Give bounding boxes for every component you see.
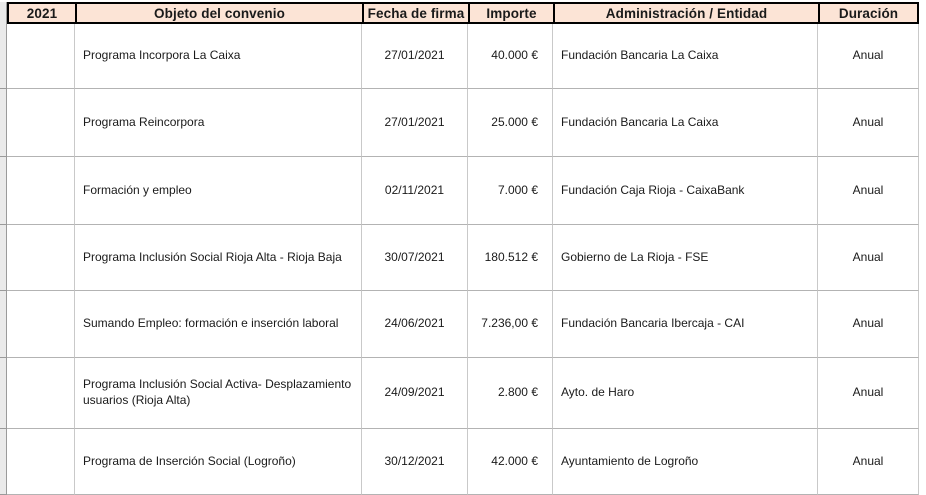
cell-fecha[interactable]: 24/09/2021 [362,358,468,429]
cell-entidad[interactable]: Fundación Caja Rioja - CaixaBank [553,157,818,225]
table-row [0,24,919,89]
table-row [0,358,919,429]
cell-year-spacer[interactable] [7,89,75,157]
header-row [0,2,919,24]
table-row [0,89,919,157]
cell-duracion[interactable]: Anual [818,429,919,495]
cell-fecha[interactable]: 30/07/2021 [362,225,468,291]
cell-objeto[interactable]: Programa Reincorpora [75,89,362,157]
table-row [0,429,919,495]
cell-entidad[interactable]: Fundación Bancaria Ibercaja - CAI [553,291,818,358]
cell-year-spacer[interactable] [7,358,75,429]
cell-year-spacer[interactable] [7,291,75,358]
cell-objeto[interactable]: Programa de Inserción Social (Logroño) [75,429,362,495]
cell-fecha[interactable]: 27/01/2021 [362,24,468,89]
cell-importe[interactable]: 7.000 € [468,157,553,225]
table-row [0,291,919,358]
column-header-objeto[interactable]: Objeto del convenio [75,2,362,24]
cell-importe[interactable]: 7.236,00 € [468,291,553,358]
cell-entidad[interactable]: Ayto. de Haro [553,358,818,429]
cell-fecha[interactable]: 24/06/2021 [362,291,468,358]
cell-year-spacer[interactable] [7,157,75,225]
cell-year-spacer[interactable] [7,225,75,291]
left-gutter-column [0,2,7,24]
cell-fecha[interactable]: 30/12/2021 [362,429,468,495]
cell-objeto[interactable]: Programa Incorpora La Caixa [75,24,362,89]
left-gutter-cell [0,225,7,291]
table-row [0,225,919,291]
cell-importe[interactable]: 25.000 € [468,89,553,157]
cell-importe[interactable]: 2.800 € [468,358,553,429]
left-gutter-cell [0,24,7,89]
cell-duracion[interactable]: Anual [818,89,919,157]
left-gutter-cell [0,358,7,429]
cell-importe[interactable]: 180.512 € [468,225,553,291]
cell-duracion[interactable]: Anual [818,291,919,358]
cell-importe[interactable]: 42.000 € [468,429,553,495]
cell-entidad[interactable]: Ayuntamiento de Logroño [553,429,818,495]
column-header-entidad[interactable]: Administración / Entidad [553,2,818,24]
cell-duracion[interactable]: Anual [818,358,919,429]
cell-duracion[interactable]: Anual [818,24,919,89]
column-header-importe[interactable]: Importe [468,2,553,24]
cell-objeto[interactable]: Formación y empleo [75,157,362,225]
cell-objeto[interactable]: Programa Inclusión Social Activa- Desplazamiento usuarios (Rioja Alta) [75,358,362,429]
cell-entidad[interactable]: Fundación Bancaria La Caixa [553,24,818,89]
cell-year-spacer[interactable] [7,429,75,495]
left-gutter-cell [0,429,7,495]
year-header-cell[interactable]: 2021 [7,2,75,24]
cell-objeto[interactable]: Programa Inclusión Social Rioja Alta - Rioja Baja [75,225,362,291]
cell-importe[interactable]: 40.000 € [468,24,553,89]
cell-entidad[interactable]: Gobierno de La Rioja - FSE [553,225,818,291]
cell-duracion[interactable]: Anual [818,157,919,225]
cell-duracion[interactable]: Anual [818,225,919,291]
left-gutter-cell [0,89,7,157]
left-gutter-cell [0,291,7,358]
column-header-duracion[interactable]: Duración [818,2,919,24]
cell-objeto[interactable]: Sumando Empleo: formación e inserción laboral [75,291,362,358]
left-gutter-cell [0,157,7,225]
cell-fecha[interactable]: 02/11/2021 [362,157,468,225]
cell-year-spacer[interactable] [7,24,75,89]
column-header-fecha[interactable]: Fecha de firma [362,2,468,24]
cell-fecha[interactable]: 27/01/2021 [362,89,468,157]
table-row [0,157,919,225]
cell-entidad[interactable]: Fundación Bancaria La Caixa [553,89,818,157]
